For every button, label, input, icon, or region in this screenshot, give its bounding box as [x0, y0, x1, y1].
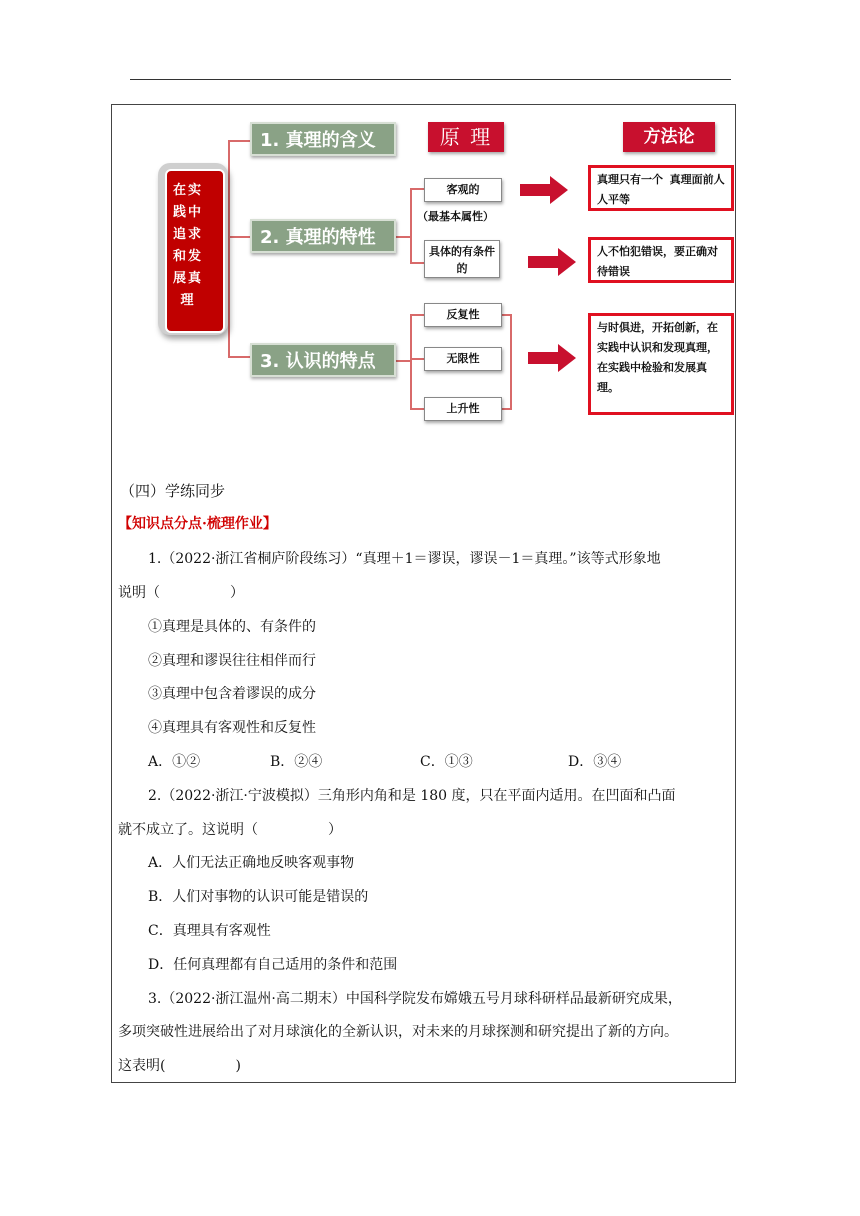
branch-line [228, 236, 250, 238]
root-node [158, 163, 228, 335]
q3-line2: 多项突破性进展给出了对月球演化的全新认识，对未来的月球探测和研究提出了新的方向。 [118, 1024, 678, 1040]
item-cognition: 3. 认识的特点 [250, 343, 396, 377]
root-node-label: 在实践中追求和发展真理 [172, 183, 203, 308]
method-box-2: 人不怕犯错误，要正确对待错误 [588, 237, 734, 283]
feature-infinity: 无限性 [424, 347, 502, 371]
feature-ascending: 上升性 [424, 397, 502, 421]
method-box-1: 真理只有一个 真理面前人人平等 [588, 165, 734, 211]
q1-item: ③真理中包含着谬误的成分 [148, 686, 316, 702]
item-meaning: 1. 真理的含义 [250, 122, 396, 156]
branch-line [410, 262, 424, 264]
q2-option-b: B．人们对事物的认识可能是错误的 [148, 889, 369, 905]
right-arrow-icon [528, 344, 576, 372]
item-characteristics: 2. 真理的特性 [250, 219, 396, 253]
q2-option-d: D．任何真理都有自己适用的条件和范围 [148, 957, 398, 973]
q1-item: ①真理是具体的、有条件的 [148, 619, 316, 635]
q1-option-b: B．②④ [270, 754, 323, 770]
section-subheading: 【知识点分点·梳理作业】 [118, 516, 277, 532]
branch-line [228, 140, 250, 142]
q2-option-a: A．人们无法正确地反映客观事物 [148, 855, 355, 871]
q1-item: ②真理和谬误往往相伴而行 [148, 653, 316, 669]
q2-option-c: C．真理具有客观性 [148, 923, 271, 939]
branch-line [228, 356, 250, 358]
section-heading: （四）学练同步 [120, 482, 226, 500]
branch-line [396, 360, 410, 362]
q2-line2: 就不成立了。这说明（ ） [118, 822, 342, 838]
principle-label: 原 理 [428, 122, 504, 152]
feature-repetition: 反复性 [424, 303, 502, 327]
q1-line2: 说明（ ） [118, 585, 244, 601]
feature-concrete: 具体的有条件的 [424, 240, 500, 278]
q1-option-a: A．①② [148, 754, 201, 770]
right-arrow-icon [520, 176, 568, 204]
trunk-line [228, 140, 230, 356]
feature-objective: 客观的 [424, 178, 502, 202]
q2-line1: 2.（2022·浙江·宁波模拟）三角形内角和是 180 度，只在平面内适用。在凹面和凸面 [148, 788, 676, 804]
branch-line [410, 188, 424, 190]
branch-line [410, 358, 424, 360]
branch-line [410, 188, 412, 264]
branch-line [510, 314, 512, 410]
mind-map-diagram [0, 0, 860, 440]
branch-line [410, 314, 424, 316]
right-arrow-icon [528, 248, 576, 276]
feature-objective-note: （最基本属性） [417, 210, 494, 223]
q1-option-c: C．①③ [420, 754, 473, 770]
branch-line [410, 408, 424, 410]
q1-item: ④真理具有客观性和反复性 [148, 720, 316, 736]
q3-line3: 这表明( ) [118, 1058, 241, 1074]
q1-line1: 1.（2022·浙江省桐庐阶段练习）“真理＋1＝谬误，谬误－1＝真理。”该等式形象地 [148, 551, 661, 567]
method-label: 方法论 [623, 122, 715, 152]
q3-line1: 3.（2022·浙江温州·高二期末）中国科学院发布嫦娥五号月球科研样品最新研究成果， [148, 991, 682, 1007]
method-box-3: 与时俱进，开拓创新，在实践中认识和发现真理，在实践中检验和发展真理。 [588, 313, 734, 415]
branch-line [410, 314, 412, 410]
q1-option-d: D．③④ [568, 754, 622, 770]
branch-line [396, 236, 410, 238]
